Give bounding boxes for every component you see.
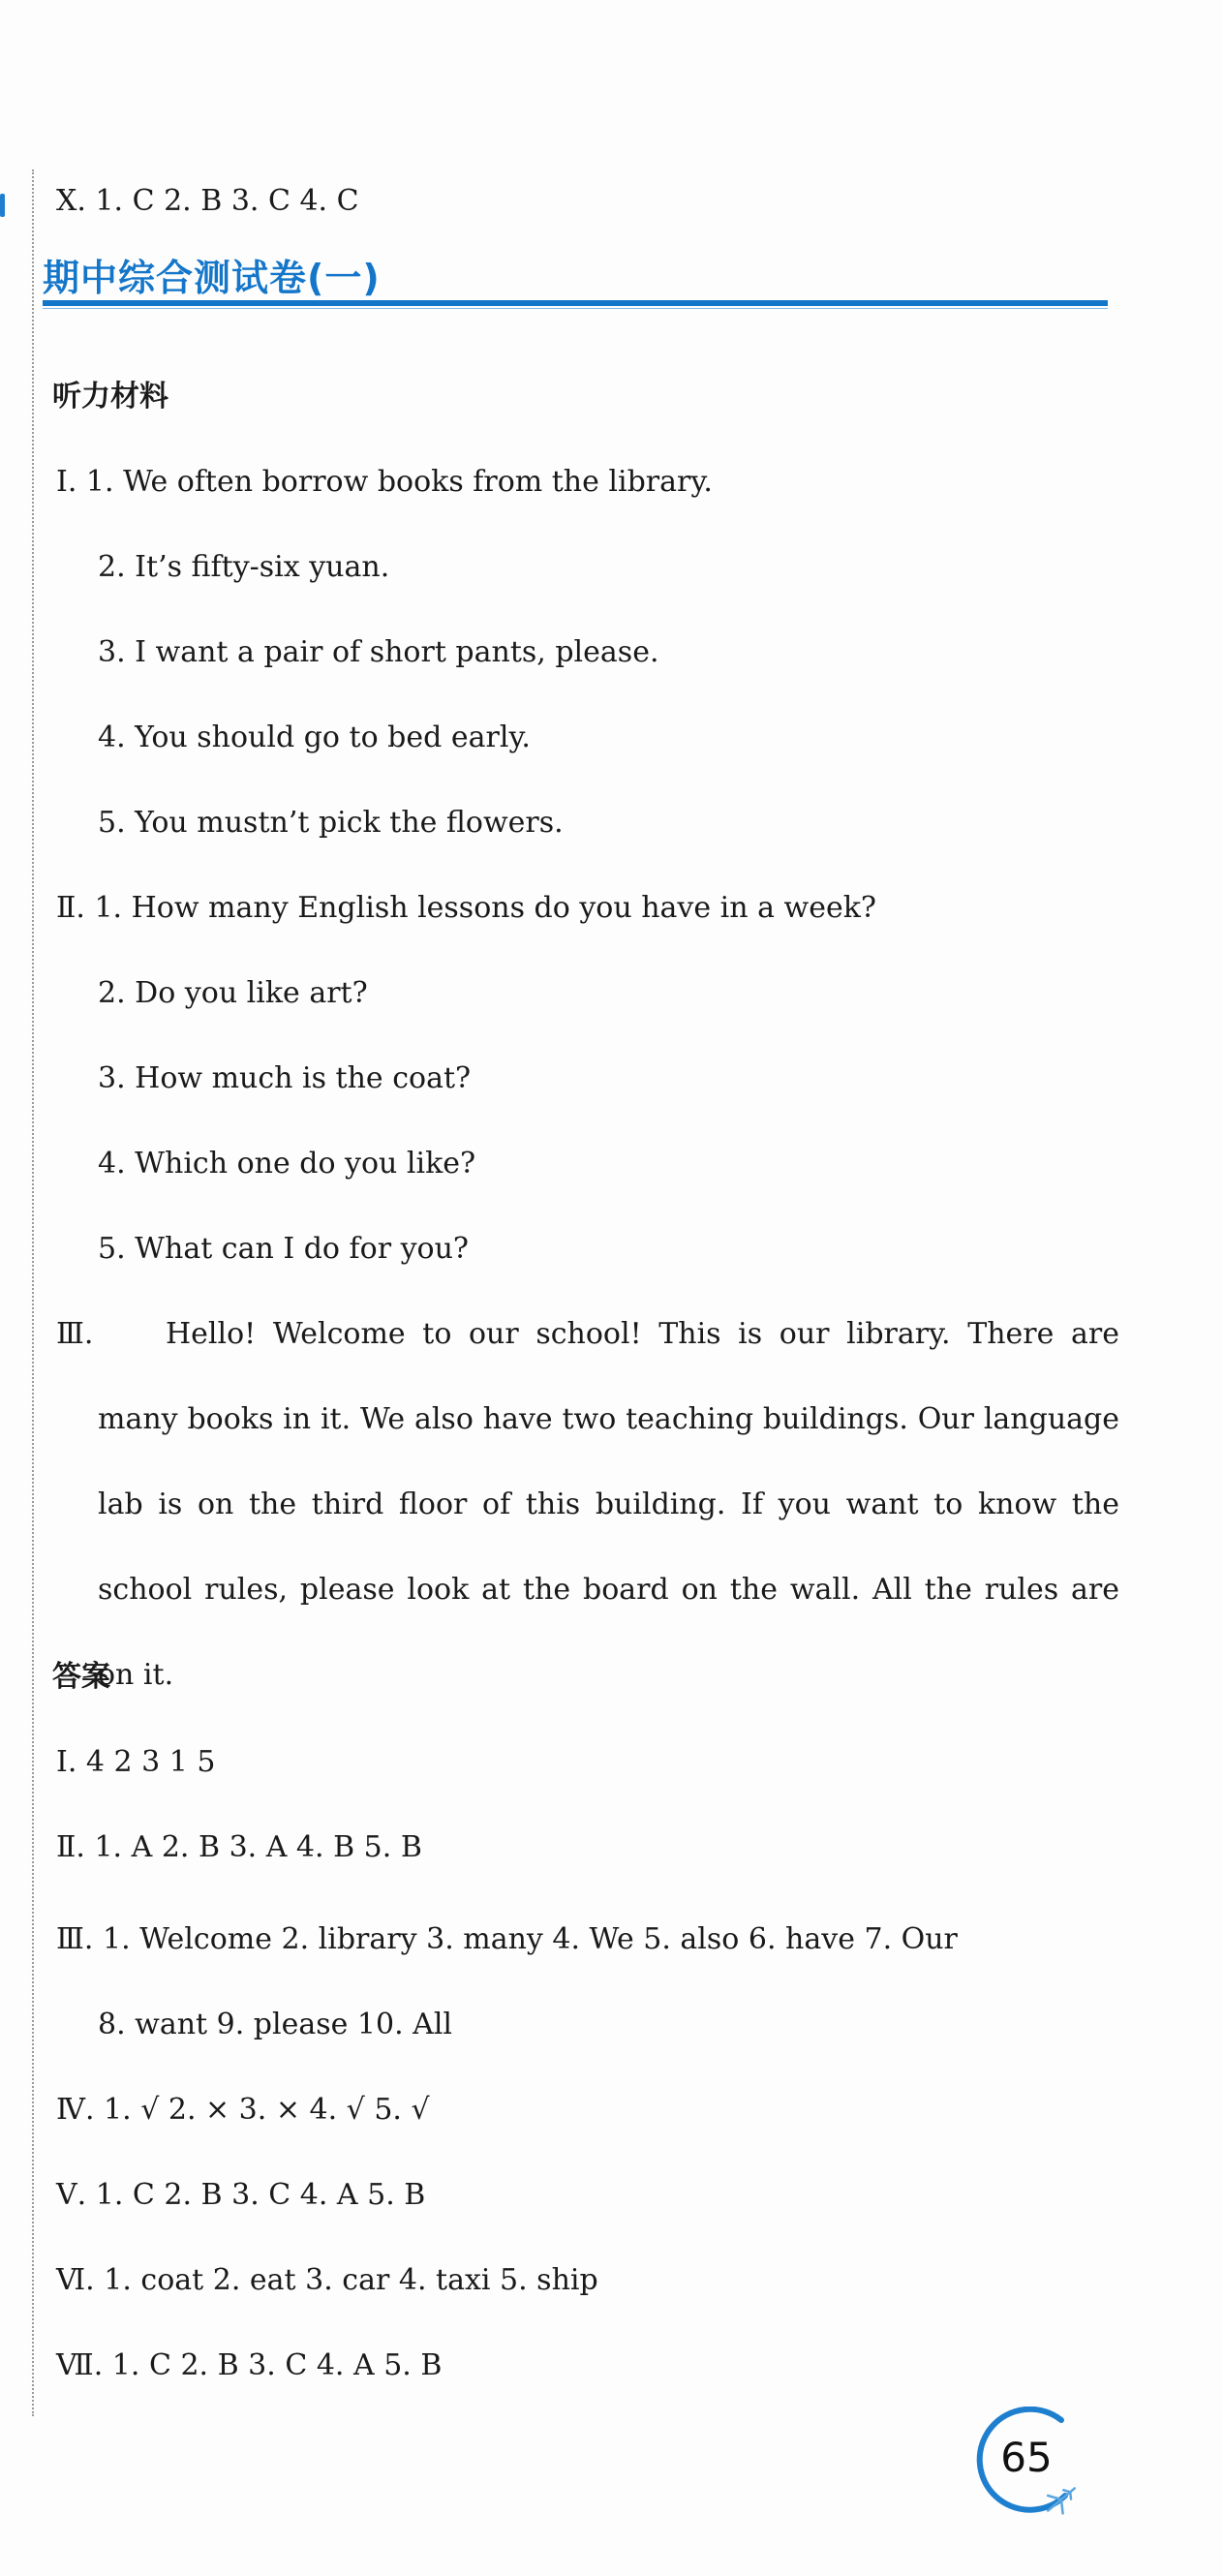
passage-label: Ⅲ.: [56, 1317, 94, 1351]
listening-heading: 听力材料: [52, 380, 168, 414]
answer-line: Ⅳ. 1. √ 2. × 3. × 4. √ 5. √: [56, 2093, 430, 2127]
margin-tab-mark: [0, 194, 5, 217]
answer-line: Ⅰ. 4 2 3 1 5: [56, 1745, 216, 1779]
answers-heading: 答案: [52, 1660, 110, 1694]
page-title: 期中综合测试卷(一): [43, 257, 381, 299]
page-number: 65: [1000, 2434, 1053, 2481]
answer-line: Ⅴ. 1. C 2. B 3. C 4. A 5. B: [56, 2178, 426, 2212]
listening-line: 2. It’s fifty-six yuan.: [98, 550, 390, 584]
listening-line: 4. Which one do you like?: [98, 1147, 476, 1181]
margin-dotted-line: [32, 169, 34, 2416]
answer-line: 8. want 9. please 10. All: [98, 2008, 453, 2041]
listening-line: 3. How much is the coat?: [98, 1061, 472, 1095]
listening-passage: Hello! Welcome to our school! This is our library. There are many books in it. We also have two teaching buildings. Our language lab is on the third floor of this building. If you want to know the school rules, please look at the board on the wall. All the rules are on it.: [98, 1317, 1119, 1692]
listening-line: 2. Do you like art?: [98, 976, 368, 1010]
listening-line: 4. You should go to bed early.: [98, 721, 531, 754]
listening-line: 5. You mustn’t pick the flowers.: [98, 806, 564, 840]
title-underline: [43, 300, 1108, 306]
answer-line: Ⅶ. 1. C 2. B 3. C 4. A 5. B: [56, 2348, 443, 2382]
previous-answer-line: Ⅹ. 1. C 2. B 3. C 4. C: [56, 184, 359, 218]
answer-line: Ⅵ. 1. coat 2. eat 3. car 4. taxi 5. ship: [56, 2263, 598, 2297]
answer-line: Ⅱ. 1. A 2. B 3. A 4. B 5. B: [56, 1830, 422, 1864]
title-underline-thin: [43, 308, 1108, 309]
answer-line: Ⅲ. 1. Welcome 2. library 3. many 4. We 5. also 6. have 7. Our: [56, 1922, 958, 1956]
listening-line: Ⅰ. 1. We often borrow books from the library.: [56, 465, 713, 499]
listening-line: Ⅱ. 1. How many English lessons do you have in a week?: [56, 891, 876, 925]
listening-line: 3. I want a pair of short pants, please.: [98, 635, 659, 669]
airplane-icon: [1040, 2479, 1082, 2520]
listening-line: 5. What can I do for you?: [98, 1232, 469, 1266]
